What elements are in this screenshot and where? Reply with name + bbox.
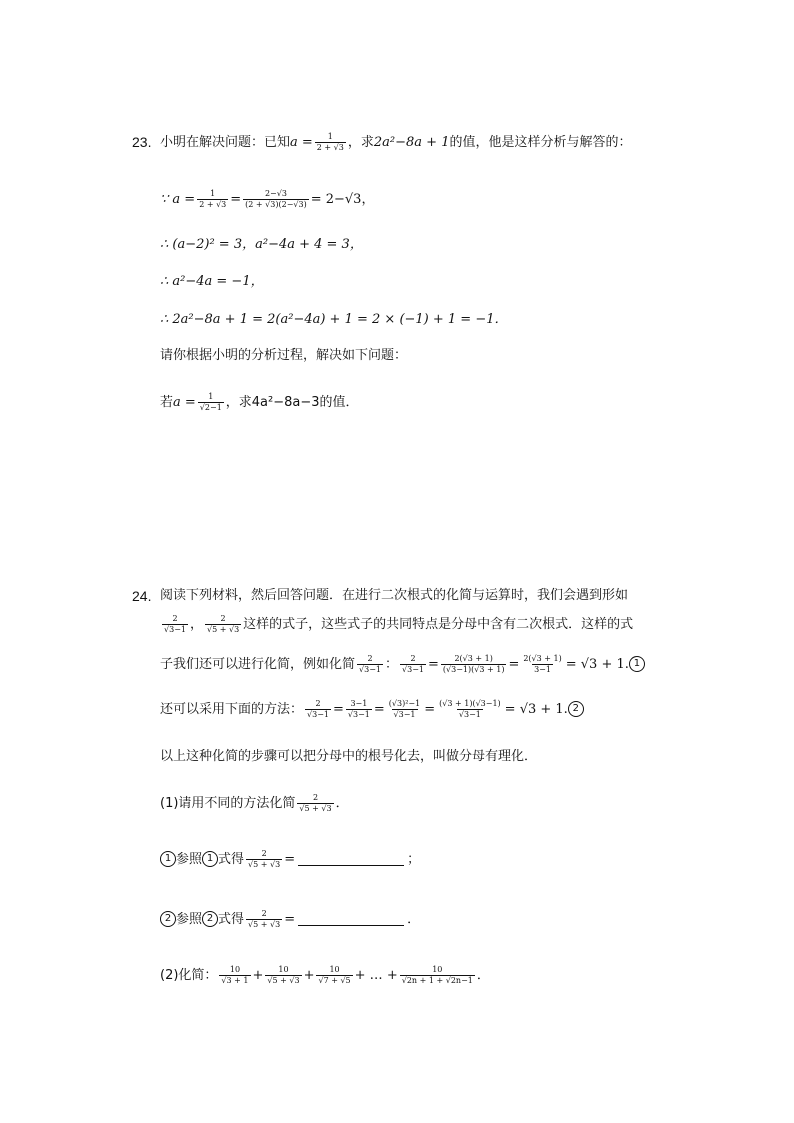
part2-term-1	[219, 966, 250, 985]
q23-intro-mid: ，求	[347, 134, 374, 150]
q24-sub-a	[160, 846, 420, 872]
answer-blank-2[interactable]	[298, 913, 404, 926]
part2-term-2	[265, 966, 301, 985]
fraction-denominator: √3−1	[347, 709, 370, 719]
q24-line4-text: 还可以采用下面的方法：	[160, 701, 304, 717]
fraction-numerator: 1	[208, 391, 214, 401]
fraction-denominator: √7 + √5	[318, 975, 351, 985]
task-after: ，求4a²−8a−3的值．	[225, 394, 359, 410]
sub-b-fraction	[246, 910, 282, 929]
q24-line3-text: 子我们还可以进行化简，例如化简	[160, 656, 356, 672]
q24-line-1	[160, 586, 628, 604]
fraction-denominator: √3−1	[307, 709, 329, 719]
l3-fraction-2	[441, 655, 507, 674]
q24-part-2	[160, 962, 490, 988]
l4-fraction-2	[346, 700, 372, 719]
fraction-denominator: √3−1	[393, 709, 416, 719]
task-a: a =	[173, 394, 196, 410]
fraction-numerator: 2	[261, 908, 267, 918]
answer-blank-1[interactable]	[298, 853, 404, 866]
equals-sign: =	[230, 191, 242, 207]
l3-fraction-0	[357, 655, 383, 674]
q23-step-2	[160, 236, 363, 252]
fraction-numerator: 2	[410, 653, 416, 663]
equals-sign: =	[373, 701, 385, 717]
fraction-denominator: √2−1	[199, 402, 222, 412]
fraction-numerator: 1	[327, 131, 333, 141]
fraction-numerator: 2(√3 + 1)	[523, 653, 562, 663]
period: ．	[407, 911, 421, 927]
fraction-denominator: 3−1	[534, 664, 551, 674]
q23-step-1	[160, 188, 374, 210]
sub-a-fraction	[246, 850, 282, 869]
q23-task	[160, 390, 359, 414]
l2-fraction-1	[162, 615, 188, 634]
q23-step-4	[160, 311, 508, 327]
step1-fraction-1	[197, 190, 228, 209]
q24-line-2	[160, 612, 633, 636]
equals-sign: =	[428, 656, 439, 672]
q23-intro-a: a =	[290, 134, 313, 150]
fraction-numerator: 2	[172, 613, 178, 623]
equals-sign: =	[424, 701, 436, 717]
part2-term-4	[400, 966, 475, 985]
q24-sub-b	[160, 906, 420, 932]
part1-fraction	[297, 794, 333, 813]
plus-sign: +	[252, 967, 264, 983]
comma: ，	[189, 616, 203, 632]
q23-intro-fraction	[315, 133, 346, 152]
sub-b-text2: 式得	[218, 911, 245, 927]
equals-sign: =	[284, 851, 296, 867]
ellipsis-plus: + … +	[354, 967, 398, 983]
part2-term-3	[316, 966, 352, 985]
q23-step-3	[160, 273, 264, 289]
l2-fraction-2	[205, 615, 241, 634]
q23-intro-text: 小明在解决问题：已知	[160, 134, 291, 150]
q24-part-1	[160, 790, 349, 816]
fraction-denominator: √2n + 1 + √2n−1	[401, 975, 473, 985]
note-text: 以上这种化简的步骤可以把分母中的根号化去，叫做分母有理化．	[160, 748, 538, 764]
l4-result: = √3 + 1.	[504, 701, 568, 717]
part2-text: (2)化简：	[160, 967, 218, 983]
fraction-numerator: 2	[261, 848, 267, 858]
sub-a-text2: 式得	[218, 851, 245, 867]
fraction-denominator: √3−1	[402, 664, 424, 674]
circled-number-2-icon: 2	[202, 911, 218, 927]
fraction-denominator: (√3−1)(√3 + 1)	[442, 664, 505, 674]
question-number-23: 23.	[132, 134, 152, 150]
q23-intro-after: 的值，他是这样分析与解答的：	[449, 134, 632, 150]
q24-line2-text: 这样的式子，这些式子的共同特点是分母中含有二次根式．这样的式	[243, 616, 634, 632]
fraction-denominator: √3−1	[164, 624, 186, 634]
period: ．	[335, 795, 349, 811]
fraction-denominator: 2 + √3	[199, 199, 227, 209]
fraction-numerator: 10	[329, 964, 340, 974]
fraction-numerator: (√3)²−1	[388, 698, 421, 708]
part1-text: (1)请用不同的方法化简	[160, 795, 296, 811]
equals-sign: =	[333, 701, 344, 717]
task-before: 若	[160, 394, 174, 410]
fraction-numerator: 10	[432, 964, 443, 974]
q24-line-4	[160, 696, 584, 722]
equals-sign: =	[508, 656, 520, 672]
step2-text: ∴ (a−2)² = 3，a²−4a + 4 = 3，	[160, 236, 363, 252]
circled-number-2-icon: 2	[160, 911, 176, 927]
fraction-denominator: √5 + √3	[207, 624, 240, 634]
l3-result: = √3 + 1.	[565, 656, 629, 672]
step1-prefix: ∵ a =	[160, 191, 196, 207]
l3-fraction-3	[521, 655, 563, 674]
circled-number-1-icon: 1	[160, 851, 176, 867]
step1-fraction-2	[243, 190, 309, 209]
fraction-numerator: 2	[220, 613, 226, 623]
q23-intro	[160, 132, 631, 152]
l4-fraction-1	[305, 700, 331, 719]
step4-text: ∴ 2a²−8a + 1 = 2(a²−4a) + 1 = 2 × (−1) + 1 = −1．	[160, 311, 508, 327]
q24-line1-text: 阅读下列材料，然后回答问题．在进行二次根式的化简与运算时，我们会遇到形如	[160, 587, 629, 603]
fraction-numerator: (√3 + 1)(√3−1)	[439, 698, 501, 708]
fraction-numerator: 2	[312, 792, 319, 802]
fraction-numerator: 1	[210, 188, 216, 198]
fraction-denominator: √3−1	[359, 664, 381, 674]
fraction-denominator: √5 + √3	[248, 919, 281, 929]
l3-fraction-1	[400, 655, 426, 674]
task-fraction	[198, 393, 224, 412]
plus-sign: +	[303, 967, 315, 983]
colon: ：	[385, 656, 399, 672]
fraction-numerator: 10	[278, 964, 289, 974]
fraction-numerator: 2	[367, 653, 373, 663]
step3-text: ∴ a²−4a = −1，	[160, 273, 264, 289]
question-number-24: 24.	[132, 588, 152, 604]
fraction-denominator: √3−1	[458, 709, 481, 719]
fraction-denominator: √5 + √3	[299, 803, 332, 813]
q23-prompt	[160, 347, 407, 363]
sub-b-text1: 参照	[176, 911, 203, 927]
prompt-text: 请你根据小明的分析过程，解决如下问题：	[160, 347, 408, 363]
fraction-numerator: 10	[229, 964, 241, 974]
fraction-denominator: √5 + √3	[248, 859, 281, 869]
q24-line-3	[160, 652, 645, 676]
sub-a-text1: 参照	[176, 851, 203, 867]
circled-number-1-icon: 1	[202, 851, 218, 867]
fraction-numerator: 3−1	[350, 698, 368, 708]
l4-fraction-4	[437, 700, 503, 719]
step1-result: = 2−√3，	[310, 191, 375, 207]
fraction-numerator: 2(√3 + 1)	[454, 653, 493, 663]
circled-number-1-icon: 1	[629, 656, 645, 672]
q24-note	[160, 748, 537, 764]
fraction-denominator: 2 + √3	[316, 142, 344, 152]
fraction-numerator: 2−√3	[264, 188, 287, 198]
semicolon: ；	[407, 851, 421, 867]
fraction-denominator: √5 + √3	[267, 975, 300, 985]
fraction-denominator: (2 + √3)(2−√3)	[245, 199, 307, 209]
fraction-denominator: √3 + 1	[221, 975, 249, 985]
q23-intro-expr: 2a²−8a + 1	[373, 134, 450, 150]
period: ．	[476, 967, 490, 983]
l4-fraction-3	[387, 700, 422, 719]
fraction-numerator: 2	[315, 698, 321, 708]
circled-number-2-icon: 2	[568, 701, 584, 717]
equals-sign: =	[284, 911, 296, 927]
